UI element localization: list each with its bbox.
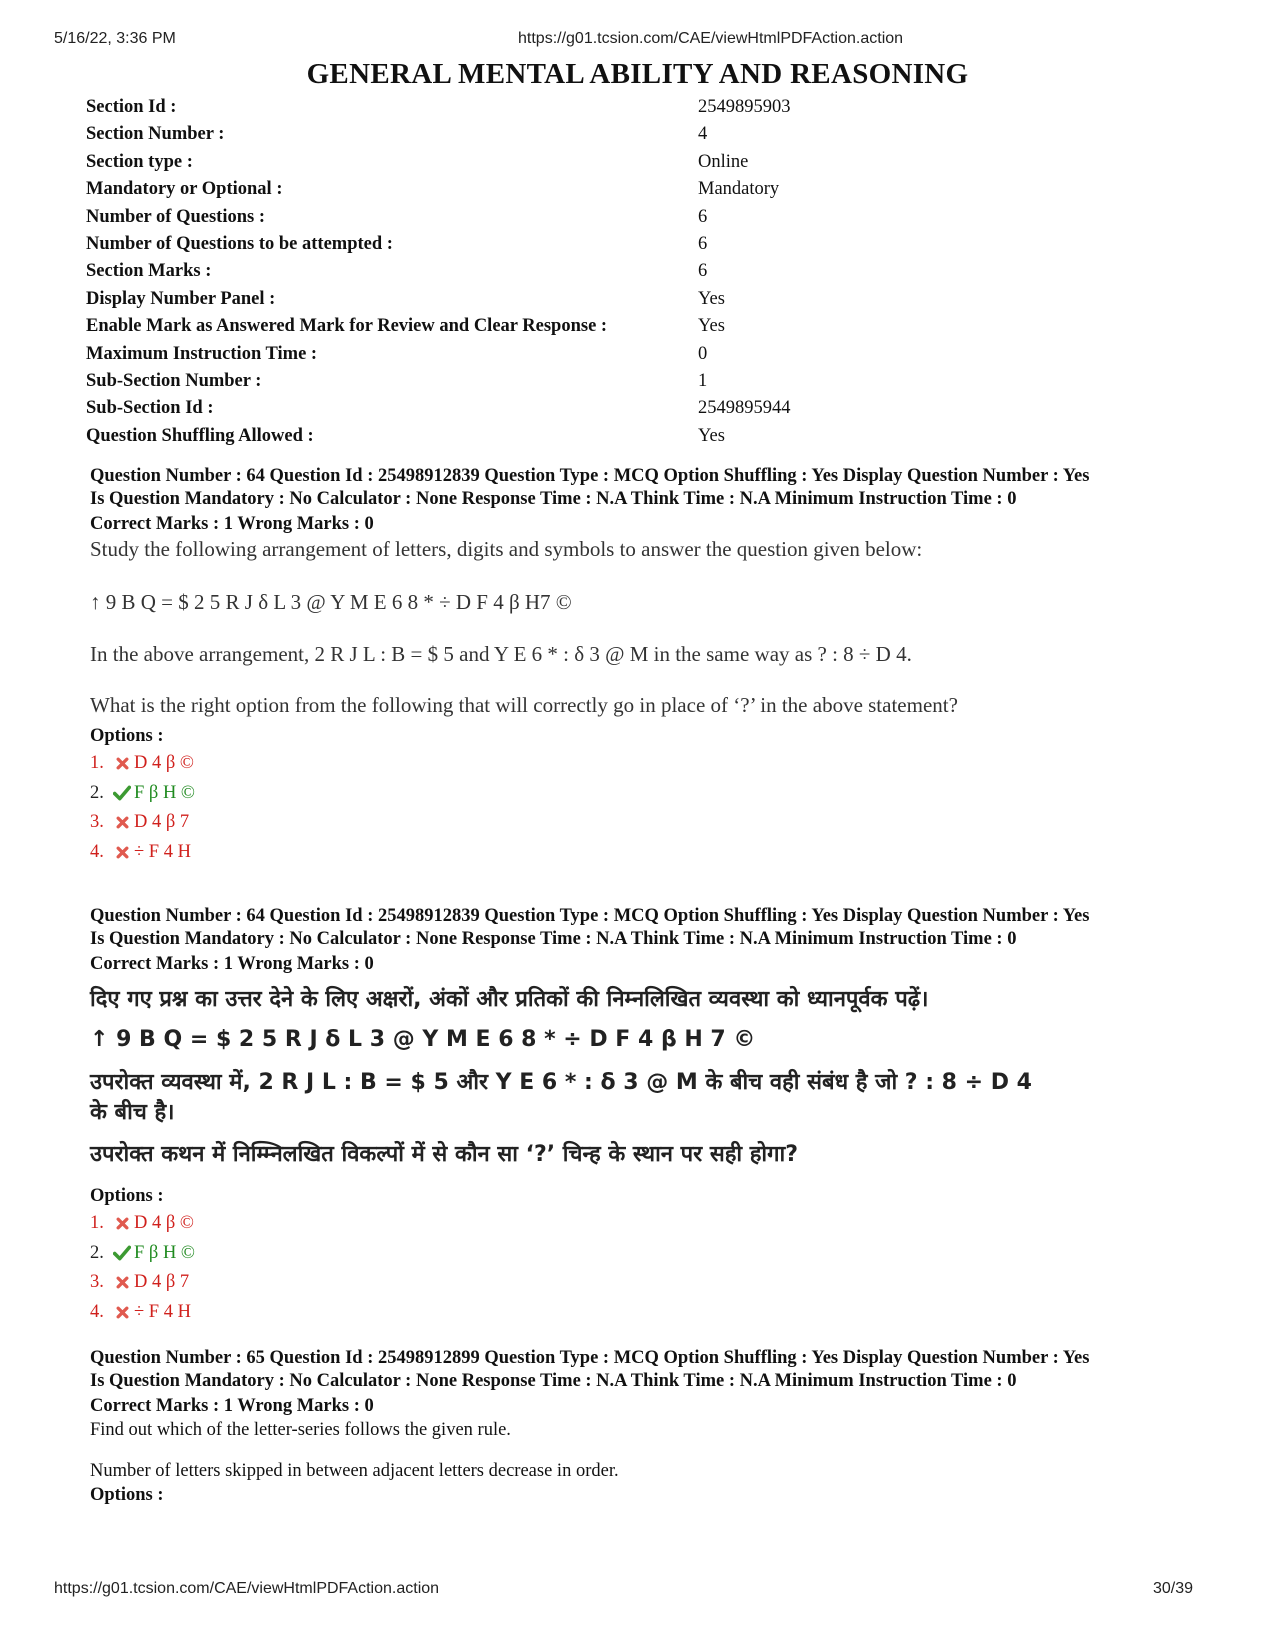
info-value: 6 [698, 261, 708, 282]
cross-icon [110, 846, 134, 859]
options-label: Options : [90, 1186, 164, 1206]
info-row [86, 426, 1186, 453]
info-value: Online [698, 151, 749, 172]
option-text: D 4 β © [134, 753, 194, 774]
option-text: ÷ F 4 H [134, 841, 191, 862]
print-datetime: 5/16/22, 3:36 PM [54, 30, 176, 47]
info-value: 1 [698, 370, 708, 391]
info-value: 2549895903 [698, 97, 791, 117]
question-marks: Correct Marks : 1 Wrong Marks : 0 [90, 954, 374, 974]
info-row [86, 289, 1186, 316]
options-label: Options : [90, 726, 164, 746]
info-label: Sub-Section Id : [86, 398, 214, 419]
option-item [90, 838, 1200, 868]
cross-icon [110, 1276, 134, 1289]
info-row [86, 344, 1186, 371]
info-label: Section Marks : [86, 261, 212, 282]
option-number: 2. [90, 782, 104, 803]
options-label: Options : [90, 1485, 164, 1505]
info-label: Number of Questions : [86, 206, 266, 227]
options-list [90, 749, 1200, 867]
question-meta [90, 465, 1200, 510]
question-meta-line: Is Question Mandatory : No Calculator : None Response Time : N.A Think Time : N.A Minimum Instruction Time : 0 [90, 928, 1017, 949]
question-meta-line: Question Number : 65 Question Id : 25498912899 Question Type : MCQ Option Shuffling : Yes Display Question Number : Yes [90, 1348, 1090, 1368]
option-number: 2. [90, 1242, 104, 1263]
question-body [90, 537, 1200, 718]
info-value: 0 [698, 343, 708, 364]
question-text: उपरोक्त व्यवस्था में, 2 R J L : B = $ 5 और Y E 6 * : δ 3 @ M के बीच वही संबंध है जो ? : 8 ÷ D 4 [90, 1070, 1032, 1095]
print-url-footer: https://g01.tcsion.com/CAE/viewHtmlPDFAction.action [54, 1580, 440, 1597]
option-item [90, 1209, 1200, 1239]
question-text: के बीच है। [90, 1100, 175, 1125]
info-value: 2549895944 [698, 398, 791, 419]
question-meta-line: Is Question Mandatory : No Calculator : None Response Time : N.A Think Time : N.A Minimum Instruction Time : 0 [90, 1370, 1017, 1391]
info-value: 4 [698, 124, 708, 145]
option-text: F β H © [134, 782, 195, 803]
option-number: 3. [90, 812, 104, 833]
question-block [90, 465, 1200, 867]
question-marks: Correct Marks : 1 Wrong Marks : 0 [90, 514, 374, 534]
info-value: 6 [698, 233, 708, 254]
option-text: D 4 β 7 [134, 1272, 190, 1293]
cross-icon [110, 816, 134, 829]
option-text: D 4 β © [134, 1213, 194, 1234]
info-row [86, 371, 1186, 398]
info-label: Section Id : [86, 97, 177, 117]
question-text: दिए गए प्रश्न का उत्तर देने के लिए अक्षरों, अंकों और प्रतिकों की निम्नलिखित व्यवस्था को ध्यानपूर्वक पढ़ें। [90, 987, 929, 1012]
option-number: 4. [90, 841, 104, 862]
option-item [90, 1239, 1200, 1269]
info-row [86, 316, 1186, 343]
info-row [86, 398, 1186, 425]
info-value: 6 [698, 206, 708, 227]
option-item [90, 749, 1200, 779]
option-number: 1. [90, 753, 104, 774]
info-label: Maximum Instruction Time : [86, 343, 318, 364]
info-row [86, 234, 1186, 261]
option-item [90, 779, 1200, 809]
question-marks: Correct Marks : 1 Wrong Marks : 0 [90, 1396, 374, 1416]
section-info-table [86, 97, 1186, 453]
page-title: GENERAL MENTAL ABILITY AND REASONING [306, 58, 969, 90]
info-value: Yes [698, 425, 725, 446]
option-item [90, 808, 1200, 838]
option-item [90, 1268, 1200, 1298]
question-meta-line: Question Number : 64 Question Id : 25498912839 Question Type : MCQ Option Shuffling : Yes Display Question Number : Yes [90, 906, 1090, 926]
check-icon [110, 785, 134, 801]
option-item [90, 1298, 1200, 1328]
question-text: Study the following arrangement of letters, digits and symbols to answer the question given below: [90, 537, 923, 561]
option-text: D 4 β 7 [134, 812, 190, 833]
question-text: ↑ 9 B Q = $ 2 5 R J δ L 3 @ Y M E 6 8 * ÷ D F 4 β H 7 © [90, 1027, 756, 1052]
info-row [86, 207, 1186, 234]
option-number: 1. [90, 1213, 104, 1234]
question-text: In the above arrangement, 2 R J L : B = $ 5 and Y E 6 * : δ 3 @ M in the same way as ? : 8 ÷ D 4. [90, 642, 912, 666]
question-block [90, 1347, 1200, 1506]
info-row [86, 179, 1186, 206]
info-label: Section Number : [86, 124, 225, 145]
info-row [86, 261, 1186, 288]
option-text: F β H © [134, 1242, 195, 1263]
question-text: उपरोक्त कथन में निम्म्निलखित विकल्पों में से कौन सा ‘?’ चिन्ह के स्थान पर सही होगा? [90, 1142, 798, 1167]
question-meta-line: Question Number : 64 Question Id : 25498912839 Question Type : MCQ Option Shuffling : Yes Display Question Number : Yes [90, 466, 1090, 486]
page-number: 30/39 [1153, 1580, 1194, 1597]
info-row [86, 124, 1186, 151]
cross-icon [110, 757, 134, 770]
info-row [86, 97, 1186, 124]
question-meta-line: Is Question Mandatory : No Calculator : None Response Time : N.A Think Time : N.A Minimum Instruction Time : 0 [90, 488, 1017, 509]
question-text: ↑ 9 B Q = $ 2 5 R J δ L 3 @ Y M E 6 8 * ÷ D F 4 β H7 © [90, 590, 572, 614]
question-text: Find out which of the letter-series follows the given rule. [90, 1420, 511, 1440]
cross-icon [110, 1217, 134, 1230]
info-label: Sub-Section Number : [86, 370, 262, 391]
info-label: Mandatory or Optional : [86, 179, 283, 200]
question-meta [90, 905, 1200, 950]
print-url-header: https://g01.tcsion.com/CAE/viewHtmlPDFAction.action [518, 30, 904, 47]
question-meta [90, 1347, 1200, 1392]
info-label: Question Shuffling Allowed : [86, 425, 314, 446]
question-text: Number of letters skipped in between adjacent letters decrease in order. [90, 1461, 619, 1481]
info-row [86, 152, 1186, 179]
info-value: Mandatory [698, 179, 780, 200]
info-label: Number of Questions to be attempted : [86, 233, 393, 254]
info-label: Enable Mark as Answered Mark for Review and Clear Response : [86, 316, 608, 337]
info-label: Display Number Panel : [86, 288, 276, 309]
info-value: Yes [698, 316, 725, 337]
options-list [90, 1209, 1200, 1327]
option-number: 4. [90, 1301, 104, 1322]
cross-icon [110, 1306, 134, 1319]
question-block [90, 905, 1200, 1327]
option-text: ÷ F 4 H [134, 1301, 191, 1322]
info-value: Yes [698, 288, 725, 309]
question-text: What is the right option from the following that will correctly go in place of ‘?’ in the above statement? [90, 693, 958, 717]
info-label: Section type : [86, 151, 193, 172]
question-body [90, 983, 1200, 1168]
option-number: 3. [90, 1272, 104, 1293]
check-icon [110, 1245, 134, 1261]
